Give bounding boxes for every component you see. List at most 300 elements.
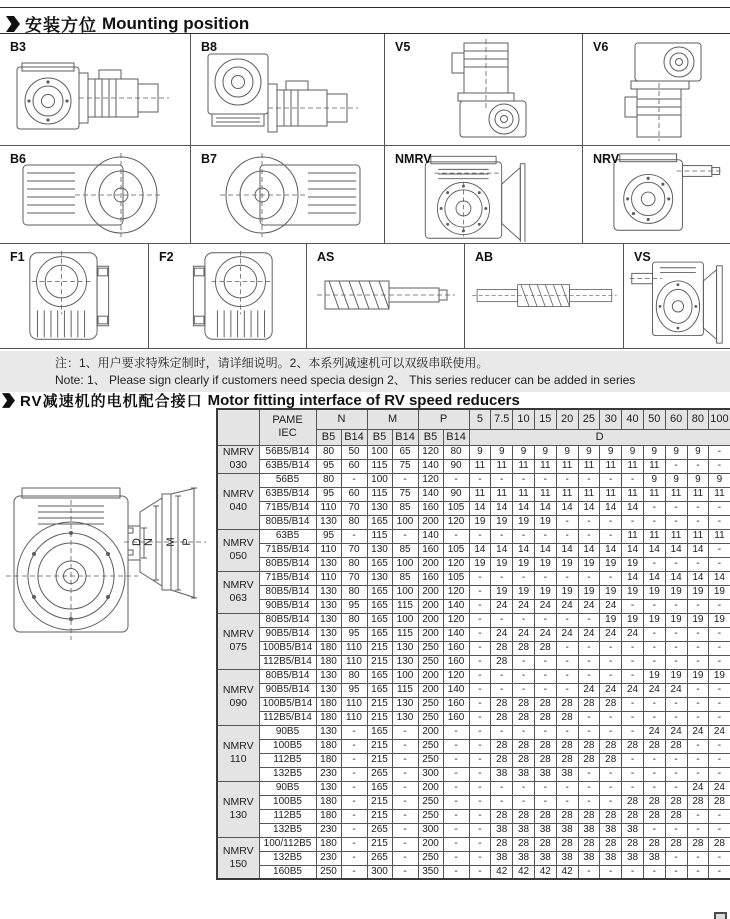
d-value-cell: - [491, 529, 513, 543]
dim-cell: 130 [367, 571, 392, 585]
d-value-cell: - [600, 529, 622, 543]
section-marker-icon [6, 16, 20, 32]
d-value-cell: - [469, 767, 491, 781]
dim-cell: 120 [443, 557, 469, 571]
d-value-cell: 24 [643, 725, 665, 739]
table-row [217, 739, 730, 753]
model-cell [217, 669, 259, 725]
dim-cell: 180 [316, 655, 341, 669]
fitting-table-head [217, 409, 730, 445]
d-value-cell: - [709, 557, 730, 571]
d-value-cell: 19 [622, 613, 644, 627]
d-value-cell: - [600, 725, 622, 739]
d-value-cell: 19 [687, 613, 709, 627]
dim-cell: 165 [367, 725, 392, 739]
d-value-cell: - [469, 781, 491, 795]
table-row [217, 641, 730, 655]
model-name: NMRV [222, 845, 254, 858]
dim-cell: 265 [367, 823, 392, 837]
d-value-cell: - [469, 725, 491, 739]
dim-label-n: N [143, 538, 155, 546]
d-value-cell: 28 [643, 795, 665, 809]
d-value-cell: 38 [491, 823, 513, 837]
d-value-cell: 11 [513, 487, 535, 501]
dim-cell: 215 [367, 837, 392, 851]
d-value-cell: 28 [534, 837, 556, 851]
b5-subheader: B5 [418, 429, 443, 445]
d-value-cell: - [491, 725, 513, 739]
d-value-cell: - [709, 501, 730, 515]
d-value-cell: 24 [534, 599, 556, 613]
d-value-cell: - [709, 851, 730, 865]
table-row [217, 529, 730, 543]
section1-title-zh: 安装方位 [25, 16, 97, 35]
d-value-cell: - [578, 669, 600, 683]
table-row [217, 753, 730, 767]
d-value-cell: - [513, 571, 535, 585]
dim-cell: 110 [316, 571, 341, 585]
d-value-cell: 28 [556, 697, 578, 711]
ratio-header: 10 [513, 409, 535, 429]
dim-cell: - [443, 809, 469, 823]
dim-cell: 180 [316, 837, 341, 851]
d-value-cell: 11 [556, 487, 578, 501]
table-row [217, 781, 730, 795]
table-row [217, 837, 730, 851]
d-value-cell: - [600, 865, 622, 879]
d-value-cell: 11 [534, 459, 556, 473]
b14-subheader: B14 [443, 429, 469, 445]
dim-cell: 85 [392, 501, 418, 515]
d-value-cell: - [665, 599, 687, 613]
d-value-cell: - [513, 669, 535, 683]
section2-title-en: Motor fitting interface of RV speed reducers [207, 392, 520, 409]
d-value-cell: 28 [600, 739, 622, 753]
table-row [217, 865, 730, 879]
dim-cell: - [392, 865, 418, 879]
d-value-cell: 28 [665, 739, 687, 753]
d-value-cell: 19 [665, 585, 687, 599]
mounting-cell-b3 [0, 34, 191, 145]
dim-cell: 230 [316, 851, 341, 865]
d-value-cell: - [513, 781, 535, 795]
dim-cell: 200 [418, 557, 443, 571]
d-value-cell: 14 [534, 543, 556, 557]
d-value-cell: 19 [643, 669, 665, 683]
d-value-cell: - [513, 683, 535, 697]
dim-cell: 70 [341, 571, 367, 585]
table-row [217, 627, 730, 641]
dim-cell: 165 [367, 627, 392, 641]
dim-cell: 215 [367, 739, 392, 753]
model-name: NMRV [222, 796, 254, 809]
d-value-cell: - [469, 529, 491, 543]
cell-label: VS [634, 250, 651, 264]
dim-cell: 165 [367, 669, 392, 683]
dim-cell: 130 [316, 683, 341, 697]
d-value-cell: - [556, 683, 578, 697]
d-value-cell: 11 [491, 487, 513, 501]
d-value-cell: 24 [578, 683, 600, 697]
fitting-table-wrap [216, 408, 730, 880]
n-header: N [316, 409, 367, 429]
d-value-cell: - [556, 795, 578, 809]
d-value-cell: 28 [491, 711, 513, 725]
b3-diagram [13, 55, 178, 139]
dim-cell: - [443, 795, 469, 809]
model-name: NMRV [222, 628, 254, 641]
dim-cell: 100 [392, 613, 418, 627]
dim-cell: 130 [316, 557, 341, 571]
dim-cell: 180 [316, 795, 341, 809]
d-value-cell: - [622, 865, 644, 879]
d-value-cell: 38 [491, 851, 513, 865]
d-value-cell: - [709, 627, 730, 641]
dim-cell: - [341, 823, 367, 837]
d-value-cell: - [665, 823, 687, 837]
dim-cell: 130 [316, 627, 341, 641]
dim-cell: 100 [392, 557, 418, 571]
d-value-cell: 11 [643, 459, 665, 473]
dim-cell: 80 [341, 515, 367, 529]
dim-cell: 160 [418, 543, 443, 557]
d-value-cell: - [665, 851, 687, 865]
note-line-zh: 注：1、用户要求特殊定制时，请详细说明。2、本系列减速机可以双级串联使用。 [55, 356, 489, 370]
d-value-cell: - [709, 753, 730, 767]
ratio-header: 5 [469, 409, 491, 429]
dim-cell: - [443, 781, 469, 795]
page-corner-mark [714, 912, 727, 919]
d-value-cell: - [469, 473, 491, 487]
d-value-cell: - [687, 627, 709, 641]
d-value-cell: - [687, 739, 709, 753]
pame-cell: 71B5/B14 [259, 543, 316, 557]
d-value-cell: 38 [534, 823, 556, 837]
d-value-cell: - [513, 795, 535, 809]
dim-cell: 140 [443, 627, 469, 641]
d-value-cell: - [687, 501, 709, 515]
d-value-cell: - [469, 683, 491, 697]
table-row [217, 613, 730, 627]
d-value-cell: - [469, 739, 491, 753]
d-value-cell: - [578, 613, 600, 627]
dim-cell: - [443, 739, 469, 753]
dim-cell: 200 [418, 781, 443, 795]
dim-cell: 95 [341, 599, 367, 613]
d-value-cell: 24 [491, 627, 513, 641]
nmrv-diagram [411, 147, 556, 242]
d-value-cell: 28 [534, 739, 556, 753]
d-value-cell: 24 [709, 725, 730, 739]
d-value-cell: - [534, 473, 556, 487]
model-cell [217, 529, 259, 571]
mounting-cell-b7 [191, 146, 385, 243]
table-row [217, 501, 730, 515]
d-value-cell: - [578, 781, 600, 795]
d-value-cell: - [687, 767, 709, 781]
dim-cell: 95 [316, 529, 341, 543]
dim-cell: 215 [367, 753, 392, 767]
d-value-cell: - [643, 753, 665, 767]
cell-label: V5 [395, 40, 411, 54]
d-value-cell: 28 [578, 753, 600, 767]
d-value-cell: - [687, 683, 709, 697]
dim-cell: 140 [418, 487, 443, 501]
d-value-cell: 11 [600, 487, 622, 501]
d-value-cell: - [709, 823, 730, 837]
pame-cell: 56B5 [259, 473, 316, 487]
v6-diagram [597, 39, 717, 141]
dim-cell: 120 [443, 585, 469, 599]
d-value-cell: - [622, 655, 644, 669]
d-value-cell: - [578, 641, 600, 655]
dim-cell: 165 [367, 613, 392, 627]
dim-cell: - [443, 851, 469, 865]
d-value-cell: - [469, 809, 491, 823]
d-value-cell: - [556, 781, 578, 795]
d-value-cell: 19 [578, 557, 600, 571]
d-value-cell: - [578, 571, 600, 585]
model-size: 040 [229, 501, 248, 513]
d-value-cell: 14 [513, 501, 535, 515]
d-value-cell: - [665, 711, 687, 725]
d-value-cell: 11 [469, 487, 491, 501]
pame-cell: 112B5 [259, 809, 316, 823]
dim-cell: 165 [367, 557, 392, 571]
d-value-cell: 14 [578, 501, 600, 515]
dim-cell: 115 [392, 599, 418, 613]
pame-cell: 90B5/B14 [259, 599, 316, 613]
dim-cell: 80 [341, 585, 367, 599]
dim-cell: 165 [367, 599, 392, 613]
d-value-cell: 9 [469, 445, 491, 459]
d-value-cell: 24 [687, 725, 709, 739]
d-value-cell: 19 [556, 557, 578, 571]
dim-cell: 160 [443, 711, 469, 725]
model-cell [217, 473, 259, 529]
d-value-cell: - [643, 697, 665, 711]
d-value-cell: - [491, 473, 513, 487]
d-value-cell: - [556, 473, 578, 487]
d-value-cell: 14 [513, 543, 535, 557]
dim-cell: 110 [341, 641, 367, 655]
d-value-cell: 24 [622, 627, 644, 641]
model-size: 110 [229, 753, 247, 765]
pame-cell: 100B5/B14 [259, 697, 316, 711]
d-value-cell: 28 [643, 809, 665, 823]
table-row [217, 725, 730, 739]
dim-cell: - [392, 753, 418, 767]
dim-cell: - [341, 851, 367, 865]
d-value-cell: - [600, 655, 622, 669]
dim-cell: 200 [418, 515, 443, 529]
dim-cell: 60 [341, 459, 367, 473]
dim-cell: 160 [418, 501, 443, 515]
d-value-cell: 9 [534, 445, 556, 459]
d-value-cell: - [600, 767, 622, 781]
d-value-cell: - [665, 501, 687, 515]
dim-cell: 105 [443, 501, 469, 515]
d-value-cell: 28 [578, 739, 600, 753]
d-value-cell: 19 [622, 585, 644, 599]
table-row [217, 445, 730, 459]
d-value-cell: 19 [600, 557, 622, 571]
d-value-cell: 9 [578, 445, 600, 459]
d-value-cell: 11 [687, 487, 709, 501]
d-value-cell: - [513, 473, 535, 487]
mounting-cell-nmrv [385, 146, 583, 243]
d-value-cell: 24 [600, 627, 622, 641]
d-value-cell: 38 [578, 851, 600, 865]
dim-cell: 95 [316, 487, 341, 501]
d-value-cell: - [622, 599, 644, 613]
d-value-cell: 28 [513, 753, 535, 767]
dim-cell: - [443, 767, 469, 781]
dim-cell: 250 [418, 739, 443, 753]
dim-cell: - [392, 781, 418, 795]
dim-cell: 130 [367, 501, 392, 515]
dim-cell: 230 [316, 823, 341, 837]
d-value-cell: 28 [556, 809, 578, 823]
dim-cell: 115 [367, 459, 392, 473]
dim-cell: - [341, 739, 367, 753]
dim-cell: 130 [316, 781, 341, 795]
mounting-cell-nrv [583, 146, 730, 243]
dim-cell: 200 [418, 837, 443, 851]
d-value-cell: - [687, 823, 709, 837]
d-value-cell: 11 [513, 459, 535, 473]
d-value-cell: 9 [643, 445, 665, 459]
d-value-cell: 28 [491, 655, 513, 669]
ratio-header: 7.5 [491, 409, 513, 429]
d-value-cell: 28 [534, 753, 556, 767]
d-value-cell: - [469, 627, 491, 641]
dim-cell: 80 [341, 557, 367, 571]
pame-cell: 80B5/B14 [259, 557, 316, 571]
ratio-header: 15 [534, 409, 556, 429]
pame-iec-header [259, 409, 316, 445]
dim-cell: 130 [367, 543, 392, 557]
dim-cell: 70 [341, 543, 367, 557]
cell-label: B8 [201, 40, 217, 54]
d-value-cell: - [469, 851, 491, 865]
dim-cell: 180 [316, 753, 341, 767]
d-value-cell: 19 [709, 585, 730, 599]
dim-cell: 100 [367, 445, 392, 459]
table-row [217, 767, 730, 781]
d-value-cell: - [469, 599, 491, 613]
d-value-cell: 28 [643, 739, 665, 753]
d-value-cell: 38 [513, 767, 535, 781]
d-value-cell: - [687, 865, 709, 879]
dim-cell: 140 [418, 459, 443, 473]
mounting-cell-v6 [583, 34, 730, 145]
dim-cell: 180 [316, 809, 341, 823]
d-value-cell: 19 [513, 585, 535, 599]
d-value-cell: - [491, 795, 513, 809]
dim-cell: - [443, 725, 469, 739]
d-value-cell: - [491, 669, 513, 683]
d-value-cell: - [687, 641, 709, 655]
mounting-cell-b8 [191, 34, 385, 145]
dim-cell: 140 [443, 599, 469, 613]
d-value-cell: 38 [600, 823, 622, 837]
d-value-cell: - [556, 529, 578, 543]
d-value-cell: - [534, 683, 556, 697]
d-value-cell: 19 [534, 585, 556, 599]
d-value-cell: 28 [687, 837, 709, 851]
dim-cell: 100 [392, 669, 418, 683]
d-value-cell: - [687, 809, 709, 823]
dim-cell: 75 [392, 459, 418, 473]
mounting-cell-ab [465, 244, 624, 348]
d-value-cell: 24 [556, 599, 578, 613]
table-row [217, 655, 730, 669]
d-value-cell: 11 [556, 459, 578, 473]
d-value-cell: - [578, 655, 600, 669]
d-value-cell: - [665, 627, 687, 641]
dim-cell: - [392, 725, 418, 739]
d-value-cell: 14 [687, 543, 709, 557]
d-value-cell: 28 [687, 795, 709, 809]
d-value-cell: 28 [513, 697, 535, 711]
pame-cell: 63B5 [259, 529, 316, 543]
d-value-cell: 9 [622, 445, 644, 459]
d-value-cell: - [491, 781, 513, 795]
d-value-cell: 19 [513, 515, 535, 529]
ratio-header: 100 [709, 409, 730, 429]
dim-cell: 250 [418, 641, 443, 655]
d-value-cell: - [709, 445, 730, 459]
d-value-cell: 14 [622, 543, 644, 557]
d-value-cell: 19 [469, 557, 491, 571]
dim-cell: - [392, 739, 418, 753]
d-value-cell: - [534, 529, 556, 543]
d-value-cell: 19 [665, 613, 687, 627]
pame-cell: 80B5/B14 [259, 585, 316, 599]
cell-label: AS [317, 250, 335, 264]
table-row [217, 711, 730, 725]
d-value-cell: 28 [534, 809, 556, 823]
dim-cell: 180 [316, 641, 341, 655]
d-value-cell: - [556, 613, 578, 627]
d-header: D [469, 429, 730, 445]
d-value-cell: - [469, 641, 491, 655]
d-value-cell: - [534, 725, 556, 739]
d-value-cell: 19 [665, 669, 687, 683]
d-value-cell: 38 [622, 851, 644, 865]
model-size: 030 [229, 459, 248, 471]
dim-cell: 165 [367, 515, 392, 529]
d-value-cell: - [556, 669, 578, 683]
d-value-cell: 24 [491, 599, 513, 613]
d-value-cell: 11 [709, 487, 730, 501]
d-value-cell: - [643, 711, 665, 725]
table-row [217, 459, 730, 473]
d-value-cell: - [556, 571, 578, 585]
dim-cell: 250 [316, 865, 341, 879]
d-value-cell: 19 [578, 585, 600, 599]
dim-cell: 130 [316, 585, 341, 599]
dim-cell: - [392, 795, 418, 809]
dim-cell: 105 [443, 571, 469, 585]
d-value-cell: 14 [709, 571, 730, 585]
d-value-cell: 38 [643, 851, 665, 865]
dim-cell: 110 [341, 711, 367, 725]
d-value-cell: 24 [665, 683, 687, 697]
pame-cell: 100B5 [259, 795, 316, 809]
d-value-cell: 38 [578, 823, 600, 837]
